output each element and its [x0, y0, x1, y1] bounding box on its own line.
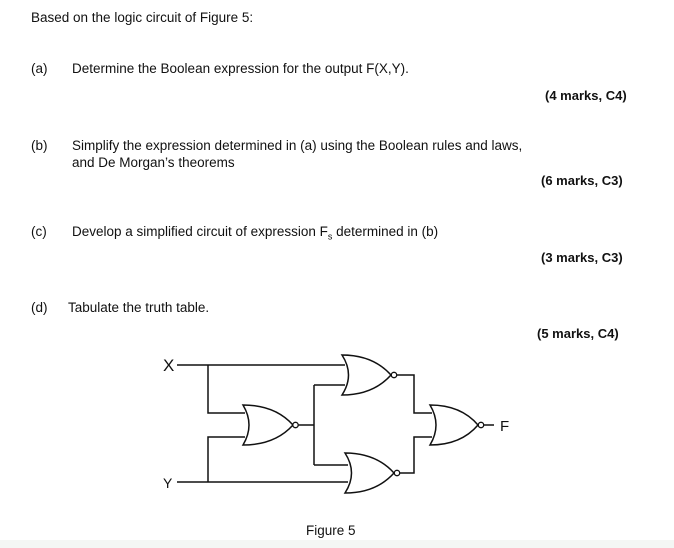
circuit-wires — [177, 365, 494, 482]
output-f-label: F — [500, 418, 510, 435]
question-b-marks: (6 marks, C3) — [541, 173, 623, 188]
nor-gate-2 — [342, 355, 397, 395]
input-y-label: Y — [163, 475, 173, 491]
question-b-text-line2: and De Morgan’s theorems — [72, 155, 235, 170]
bottom-border-band — [0, 540, 674, 548]
input-x-label: X — [163, 356, 175, 375]
nor-gate-4 — [430, 405, 484, 445]
question-a-label: (a) — [31, 61, 48, 76]
intro-text: Based on the logic circuit of Figure 5: — [31, 10, 254, 25]
figure-caption: Figure 5 — [306, 523, 356, 538]
question-c-text-after: determined in (b) — [332, 224, 439, 239]
question-c-subscript: s — [327, 231, 333, 242]
question-d-text: Tabulate the truth table. — [68, 300, 210, 315]
nor-gate-3 — [345, 453, 400, 493]
nor-gate-1 — [243, 405, 298, 445]
question-d-label: (d) — [31, 300, 48, 315]
question-c-label: (c) — [31, 224, 47, 239]
question-b-label: (b) — [31, 138, 48, 153]
question-a-text: Determine the Boolean expression for the output F(X,Y). — [72, 61, 409, 76]
question-d-marks: (5 marks, C4) — [537, 326, 619, 341]
question-c-text-main: Develop a simplified circuit of expression F — [72, 224, 328, 239]
question-c-marks: (3 marks, C3) — [541, 250, 623, 265]
question-b-text-line1: Simplify the expression determined in (a) using the Boolean rules and laws, — [72, 138, 523, 153]
question-a-marks: (4 marks, C4) — [545, 88, 627, 103]
